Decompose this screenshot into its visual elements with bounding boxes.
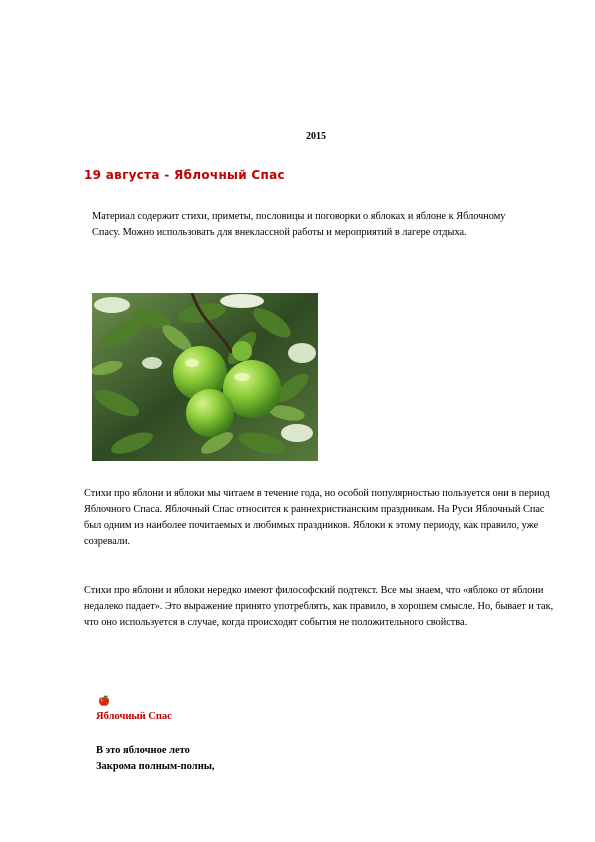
apple-icon bbox=[98, 694, 110, 712]
poem-title: Яблочный Спас bbox=[96, 711, 172, 722]
intro-paragraph: Материал содержит стихи, приметы, пословицы и поговорки о яблоках и яблоне к Яблочному Спасу. Можно использовать для внеклассной работы и мероприятий в лагере отдыха. bbox=[92, 211, 506, 238]
paragraph-1: Стихи про яблони и яблоки мы читаем в течение года, но особой популярностью пользуется они в период Яблочного Спаса. Яблочный Спас относится к раннехристианским праздникам. На Руси Яблочный Спас был одним из наиболее почитаемых и любимых праздников. Яблоки к этому периоду, как правило, уже созревали. bbox=[84, 488, 550, 547]
poem-lines bbox=[96, 743, 215, 775]
year-label: 2015 bbox=[306, 131, 326, 142]
paragraph-2: Стихи про яблони и яблоки нередко имеют философский подтекст. Все мы знаем, что «яблоко от яблони недалеко падает». Это выражение принято употреблять, как правило, в хорошем смысле. Но, бывает и так, что оно используется в случае, когда происходят события не положительного свойства. bbox=[84, 585, 554, 628]
poem-line: В это яблочное лето bbox=[96, 745, 190, 756]
poem-line: Закрома полным-полны, bbox=[96, 761, 215, 772]
apples-photo bbox=[92, 293, 318, 461]
page-heading: 19 августа - Яблочный Спас bbox=[84, 168, 285, 182]
